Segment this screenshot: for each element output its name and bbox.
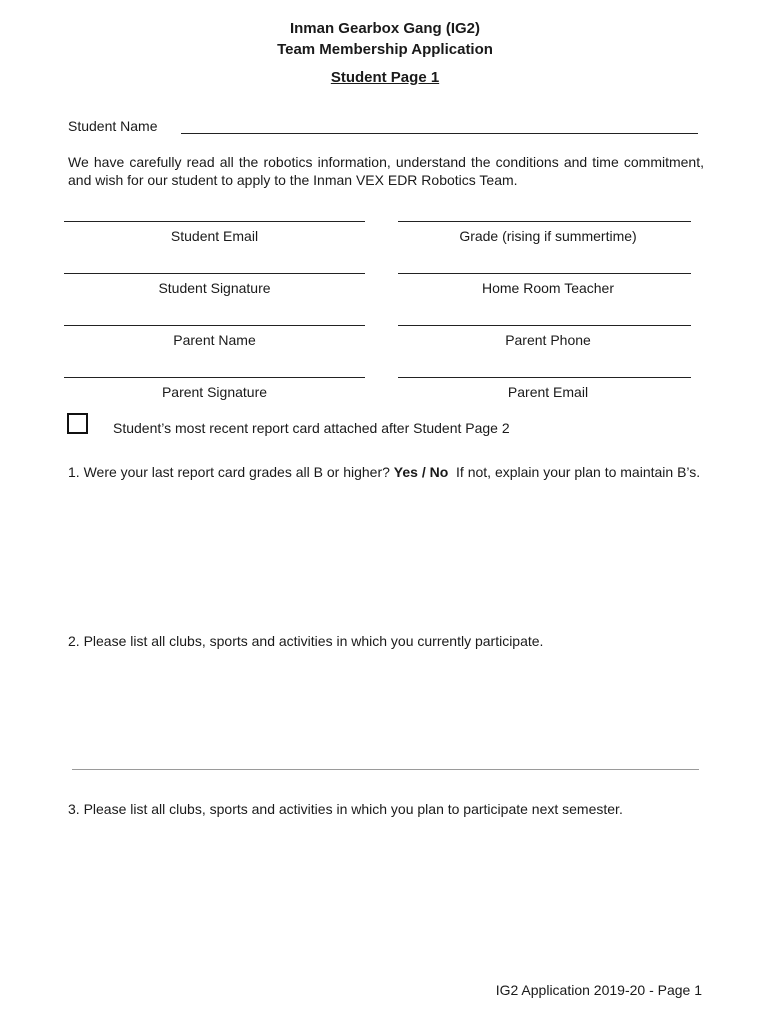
home-room-teacher-field[interactable]: [398, 273, 691, 274]
parent-name-field[interactable]: [64, 325, 365, 326]
parent-phone-label: Parent Phone: [505, 332, 591, 348]
parent-phone-field[interactable]: [398, 325, 691, 326]
question-1: [68, 464, 700, 480]
report-card-checkbox-label: Student’s most recent report card attached after Student Page 2: [113, 420, 510, 436]
agreement-statement: We have carefully read all the robotics information, understand the conditions and time commitment, and wish for our student to apply to the Inman VEX EDR Robotics Team.: [68, 154, 704, 188]
parent-signature-field[interactable]: [64, 377, 365, 378]
parent-name-label: Parent Name: [173, 332, 256, 348]
parent-signature-label: Parent Signature: [161, 384, 268, 400]
student-name-field[interactable]: [181, 133, 698, 134]
page-footer: IG2 Application 2019-20 - Page 1: [495, 982, 702, 998]
question-3: 3. Please list all clubs, sports and activities in which you plan to participate next semester.: [68, 801, 623, 817]
student-signature-label: Student Signature: [158, 280, 271, 296]
section-divider: [72, 769, 699, 770]
question-1-text: 1. Were your last report card grades all B or higher?: [68, 464, 394, 480]
home-room-teacher-label: Home Room Teacher: [481, 280, 615, 296]
student-email-label: Student Email: [170, 228, 259, 244]
form-subtitle: Team Membership Application: [277, 41, 493, 58]
student-name-label: Student Name: [68, 118, 158, 134]
parent-email-label: Parent Email: [507, 384, 589, 400]
report-card-checkbox[interactable]: [67, 413, 88, 434]
student-signature-field[interactable]: [64, 273, 365, 274]
grade-field[interactable]: [398, 221, 691, 222]
question-2: 2. Please list all clubs, sports and activities in which you currently participate.: [68, 633, 544, 649]
grade-label: Grade (rising if summertime): [459, 228, 637, 244]
question-1-suffix: If not, explain your plan to maintain B’s.: [448, 464, 701, 480]
question-1-options: Yes / No: [393, 464, 449, 480]
parent-email-field[interactable]: [398, 377, 691, 378]
student-email-field[interactable]: [64, 221, 365, 222]
form-title: Inman Gearbox Gang (IG2): [289, 20, 481, 37]
page-heading: Student Page 1: [330, 69, 440, 86]
